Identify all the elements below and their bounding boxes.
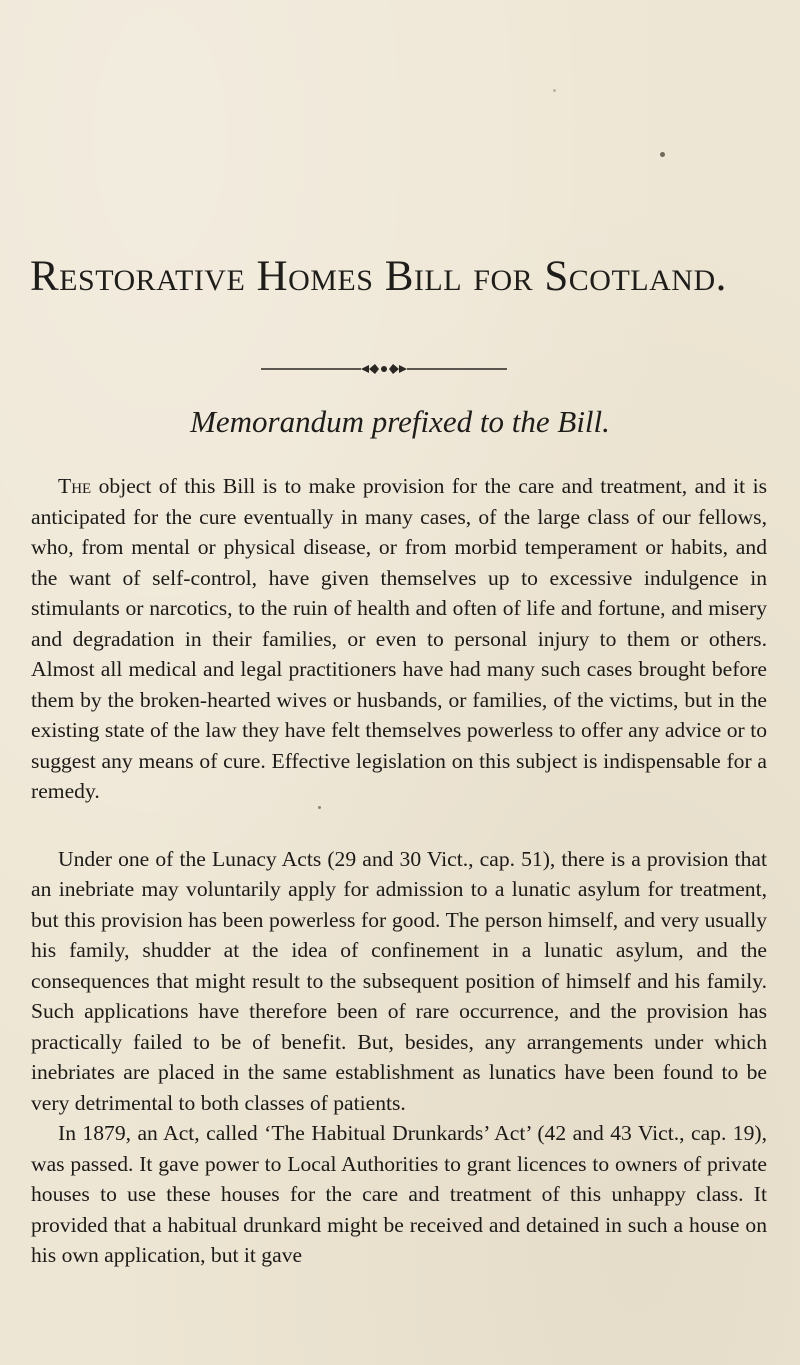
paragraph-1 <box>31 471 767 807</box>
paragraph-gap <box>31 807 767 844</box>
memorandum-body <box>31 471 767 1271</box>
ink-speck <box>318 806 321 809</box>
ink-speck <box>553 89 556 92</box>
document-title: Restorative Homes Bill for Scotland. <box>30 253 727 300</box>
paragraph-1-text: object of this Bill is to make provision for the care and treatment, and it is anticipated for the cure eventually in many cases, of the large class of our fellows, who, from mental or physical disease, or from morbid temperament or habits, and the want of self-control, have given themselves up to excessive indulgence in stimulants or narcotics, to the ruin of health and often of life and fortune, and misery and degradation in their families, or even to personal injury to them or others. Almost all medical and legal practitioners have had many such cases brought before them by the broken-hearted wives or husbands, or families, of the victims, but in the existing state of the law they have felt themselves powerless to offer any advice or to suggest any means of cure. Effective legislation on this subject is indispensable for a remedy. <box>31 474 767 803</box>
memorandum-heading: Memorandum prefixed to the Bill. <box>190 404 610 439</box>
paragraph-3: In 1879, an Act, called ‘The Habitual Drunkards’ Act’ (42 and 43 Vict., cap. 19), was passed. It gave power to Local Authorities to grant licences to owners of private houses to use these houses for the care and treatment of this unhappy class. It provided that a habitual drunkard might be received and detained in such a house on his own application, but it gave <box>31 1121 767 1267</box>
paragraph-1-lead: The <box>58 474 92 498</box>
ink-speck <box>660 152 665 157</box>
decorative-rule-icon <box>261 361 507 377</box>
paragraph-2: Under one of the Lunacy Acts (29 and 30 Vict., cap. 51), there is a provision that an inebriate may voluntarily apply for admission to a lunatic asylum for treatment, but this provision has been powerless for good. The person himself, and very usually his family, shudder at the idea of confinement in a lunatic asylum, and the consequences that might result to the subsequent position of himself and his family. Such applications have therefore been of rare occurrence, and the provision has practically failed to be of benefit. But, besides, any arrangements under which inebriates are placed in the same establishment as lunatics have been found to be very detrimental to both classes of patients. <box>31 846 767 1115</box>
